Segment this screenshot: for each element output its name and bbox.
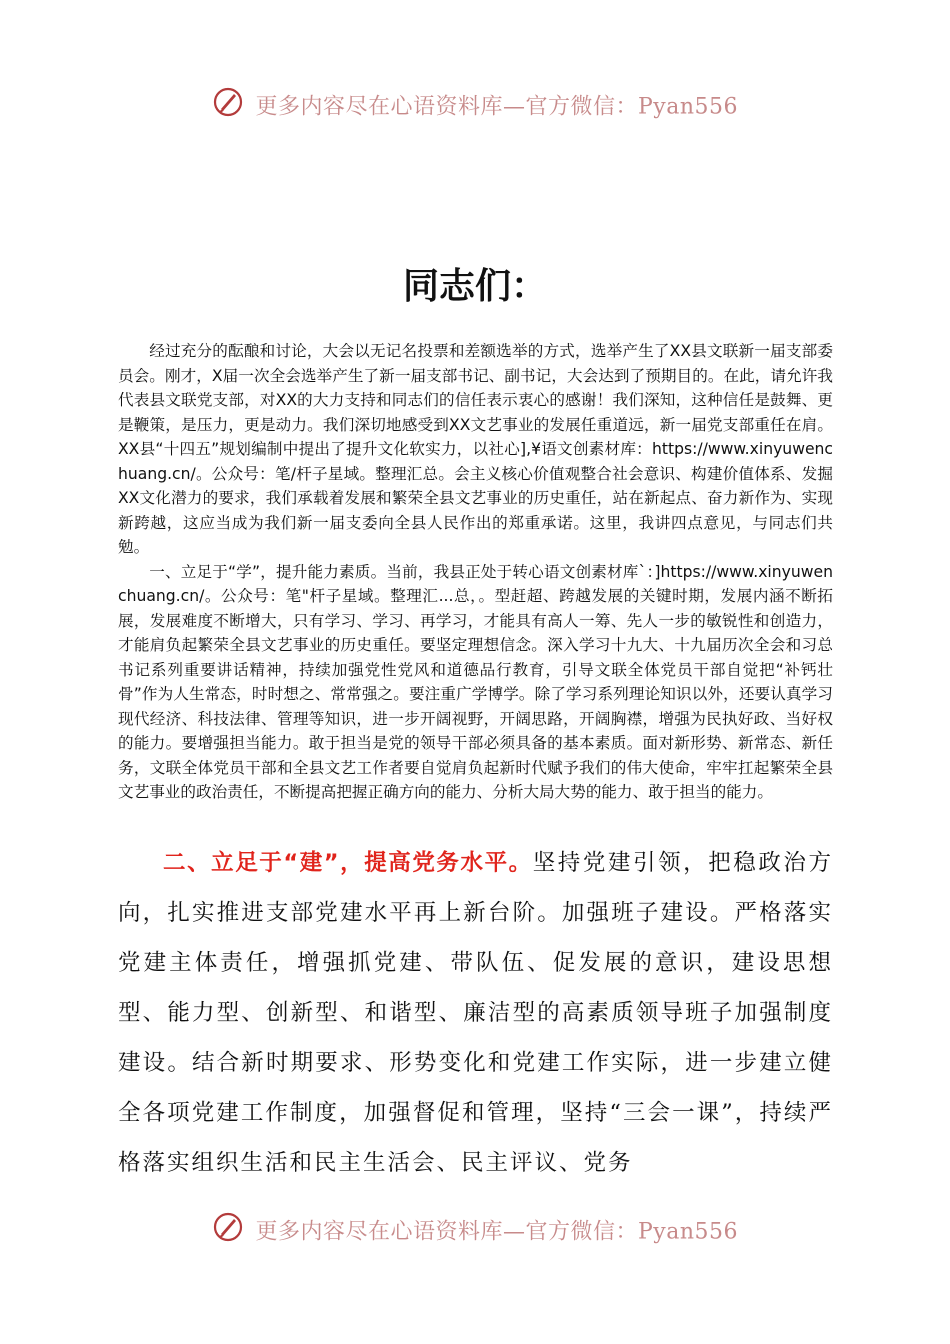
quill-pen-logo-icon [212,1211,244,1249]
paragraph-section-1: 一、立足于“学”，提升能力素质。当前，我县正处于转心语文创素材库`：]https://www.xinyuwenchuang.cn/。公众号：笔"杆子星域。整理汇...总，。型赶超、跨越发展的关键时期，发展内涵不断拓展，发展难度不断增大，只有学习、学习、再学习，才能具有高人一筹、先人一步的敏锐性和创造力，才能肩负起繁荣全县文艺事业的历史重任。要坚定理想信念。深入学习十九大、十九届历次全会和习总书记系列重要讲话精神，持续加强党性党风和道德品行教育，引导文联全体党员干部自觉把“补钙壮骨”作为人生常态，时时想之、常常强之。要注重广学博学。除了学习系列理论知识以外，还要认真学习现代经济、科技法律、管理等知识，进一步开阔视野，开阔思路，开阔胸襟，增强为民执好政、当好权的能力。要增强担当能力。敢于担当是党的领导干部必须具备的基本素质。面对新形势、新常态、新任务，文联全体党员干部和全县文艺工作者要自觉肩负起新时代赋予我们的伟大使命，牢牢扛起繁荣全县文艺事业的政治责任，不断提高把握正确方向的能力、分析大局大势的能力、敢于担当的能力。 [118,562,833,801]
body-section-large [118,838,833,1188]
section-2-text: 坚持党建引领，把稳政治方向，扎实推进支部党建水平再上新台阶。加强班子建设。严格落实党建主体责任，增强抓党建、带队伍、促发展的意识，建设思想型、能力型、创新型、和谐型、廉洁型的高素质领导班子加强制度建设。结合新时期要求、形势变化和党建工作实际，进一步建立健全各项党建工作制度，加强督促和管理，坚持“三会一课”，持续严格落实组织生活和民主生活会、民主评议、党务 [118,850,833,1176]
watermark-footer [0,1211,950,1249]
body-section-small [118,339,833,805]
watermark-text: 更多内容尽在心语资料库—官方微信：Pyan556 [255,1219,738,1245]
paragraph-intro: 经过充分的酝酿和讨论，大会以无记名投票和差额选举的方式，选举产生了XX县文联新一届支部委员会。刚才，X届一次全会选举产生了新一届支部书记、副书记，大会达到了预期目的。在此，请允许我代表县文联党支部，对XX的大力支持和同志们的信任表示衷心的感谢！我们深知，这种信任是鼓舞、更是鞭策，是压力，更是动力。我们深切地感受到XX文艺事业的发展任重道远，新一届党支部重任在肩。XX县“十四五”规划编制中提出了提升文化软实力，以社心],¥语文创素材库：https://www.xinyuwenchuang.cn/。公众号：笔/杆子星域。整理汇总。会主义核心价值观整合社会意识、构建价值体系、发掘XX文化潜力的要求，我们承载着发展和繁荣全县文艺事业的历史重任，站在新起点、奋力新作为、实现新跨越，这应当成为我们新一届支委向全县人民作出的郑重承诺。这里，我讲四点意见，与同志们共勉。 [118,342,833,556]
watermark-text: 更多内容尽在心语资料库—官方微信：Pyan556 [255,94,738,120]
paragraph-section-2 [118,838,833,1188]
watermark-header [0,86,950,124]
quill-pen-logo-icon [212,86,244,124]
section-2-heading: 二、立足于“建”，提高党务水平。 [163,850,533,876]
document-title: 同志们： [402,265,547,307]
